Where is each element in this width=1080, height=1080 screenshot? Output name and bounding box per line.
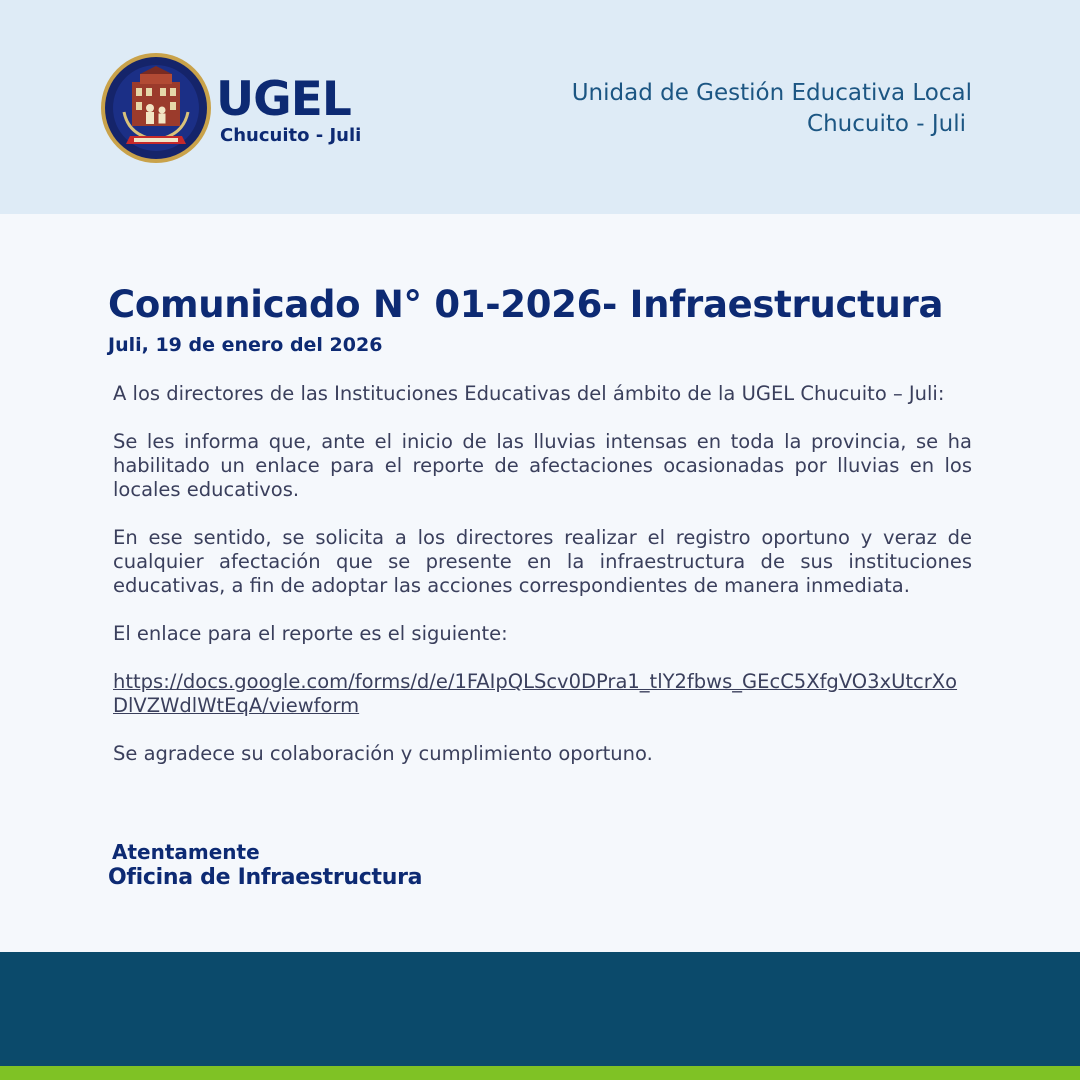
brand-name: UGEL xyxy=(216,72,351,127)
paragraph-link-intro: El enlace para el reporte es el siguiente: xyxy=(113,622,508,645)
signoff-block xyxy=(108,840,422,892)
header-banner xyxy=(0,0,1080,214)
notice-body xyxy=(113,382,972,790)
report-form-link[interactable]: https://docs.google.com/forms/d/e/1FAIpQLScv0DPra1_tlY2fbws_GEcC5XfgVO3xUtcrXoDlVZWdlWtEqA/viewform xyxy=(113,670,958,717)
paragraph-addressee: A los directores de las Instituciones Educativas del ámbito de la UGEL Chucuito – Juli: xyxy=(113,382,945,405)
institution-line-2: Chucuito - Juli xyxy=(807,111,966,137)
institution-line-1: Unidad de Gestión Educativa Local xyxy=(571,80,972,106)
notice-title: Comunicado N° 01-2026- Infraestructura xyxy=(108,283,944,326)
paragraph-closing: Se agradece su colaboración y cumplimiento oportuno. xyxy=(113,742,653,765)
institution-name xyxy=(572,78,972,140)
brand-subtitle: Chucuito - Juli xyxy=(220,125,362,146)
signoff-greeting: Atentamente xyxy=(112,840,260,864)
footer-accent-stripe xyxy=(0,1066,1080,1080)
notice-date: Juli, 19 de enero del 2026 xyxy=(108,334,383,356)
footer-band xyxy=(0,952,1080,1066)
paragraph-request: En ese sentido, se solicita a los directores realizar el registro oportuno y veraz de cualquier afectación que se presente en la infraestructura de sus instituciones educativas, a fin de adoptar las acciones correspondientes de manera inmediata. xyxy=(113,526,972,597)
signoff-office: Oficina de Infraestructura xyxy=(108,865,423,890)
ugel-seal-logo xyxy=(100,52,212,164)
paragraph-announcement: Se les informa que, ante el inicio de las lluvias intensas en toda la provincia, se ha habilitado un enlace para el reporte de afectaciones ocasionadas por lluvias en los locales educativos. xyxy=(113,430,972,501)
